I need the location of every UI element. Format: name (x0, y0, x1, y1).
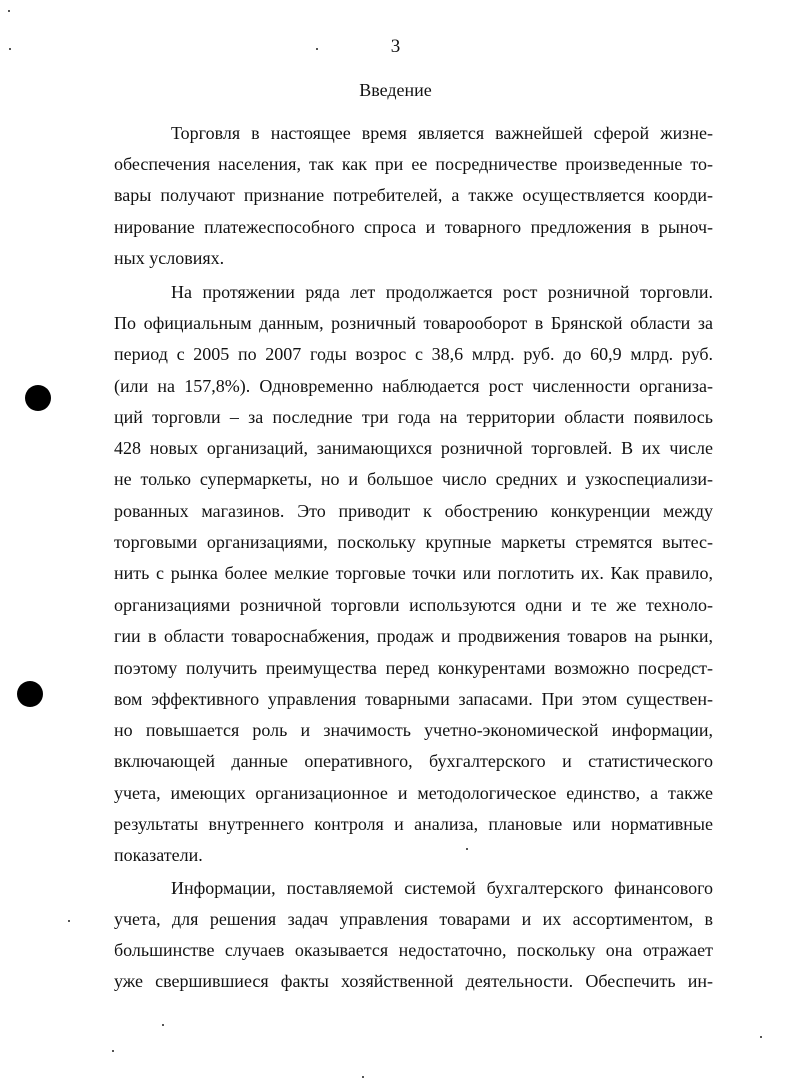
page-number: 3 (390, 36, 401, 57)
text-line: нирование платежеспособного спроса и товарного предложения в рыноч- (114, 217, 713, 237)
text-line: но повышается роль и значимость учетно-экономической информации, (114, 720, 713, 740)
text-line: торговыми организациями, поскольку крупные маркеты стремятся вытес- (114, 532, 713, 552)
text-line: По официальным данным, розничный товарооборот в Брянской области за (114, 313, 713, 333)
scan-speck (316, 48, 318, 50)
text-line: включающей данные оперативного, бухгалтерского и статистического (114, 751, 713, 771)
binder-hole (25, 385, 51, 411)
scan-speck (162, 1024, 164, 1026)
scan-speck (760, 1036, 762, 1038)
scan-speck (112, 1050, 114, 1052)
text-line: ных условиях. (114, 248, 225, 268)
scan-speck (8, 10, 10, 12)
text-line: рованных магазинов. Это приводит к обострению конкуренции между (114, 501, 713, 521)
text-line: период с 2005 по 2007 годы возрос с 38,6 млрд. руб. до 60,9 млрд. руб. (114, 344, 713, 364)
text-line: вары получают признание потребителей, а также осуществляется коорди- (114, 185, 713, 205)
text-line: нить с рынка более мелкие торговые точки или поглотить их. Как правило, (114, 563, 713, 583)
text-line: уже свершившиеся факты хозяйственной деятельности. Обеспечить ин- (114, 971, 713, 991)
section-title: Введение (359, 80, 432, 100)
text-line: На протяжении ряда лет продолжается рост розничной торговли. (171, 282, 713, 302)
scan-speck (68, 920, 70, 922)
text-line: учета, имеющих организационное и методологическое единство, а также (114, 783, 713, 803)
text-line: гии в области товароснабжения, продаж и продвижения товаров на рынки, (114, 626, 713, 646)
text-line: не только супермаркеты, но и большое число средних и узкоспециализи- (114, 469, 713, 489)
text-line: учета, для решения задач управления товарами и их ассортиментом, в (114, 909, 713, 929)
text-line: (или на 157,8%). Одновременно наблюдается рост численности организа- (114, 376, 713, 396)
text-line: большинстве случаев оказывается недостаточно, поскольку она отражает (114, 940, 713, 960)
scan-speck (466, 848, 468, 850)
binder-hole (17, 681, 43, 707)
text-line: ций торговли – за последние три года на территории области появилось (114, 407, 713, 427)
scan-speck (362, 1076, 364, 1078)
text-line: 428 новых организаций, занимающихся розничной торговлей. В их числе (114, 438, 713, 458)
text-line: Информации, поставляемой системой бухгалтерского финансового (171, 878, 713, 898)
text-line: организациями розничной торговли используются одни и те же техноло- (114, 595, 713, 615)
text-line: показатели. (114, 845, 203, 865)
text-line: обеспечения населения, так как при ее посредничестве произведенные то- (114, 154, 713, 174)
text-line: Торговля в настоящее время является важнейшей сферой жизне- (171, 123, 713, 143)
text-line: результаты внутреннего контроля и анализа, плановые или нормативные (114, 814, 713, 834)
scan-speck (9, 48, 11, 50)
text-line: поэтому получить преимущества перед конкурентами возможно посредст- (114, 658, 713, 678)
text-line: вом эффективного управления товарными запасами. При этом существен- (114, 689, 713, 709)
